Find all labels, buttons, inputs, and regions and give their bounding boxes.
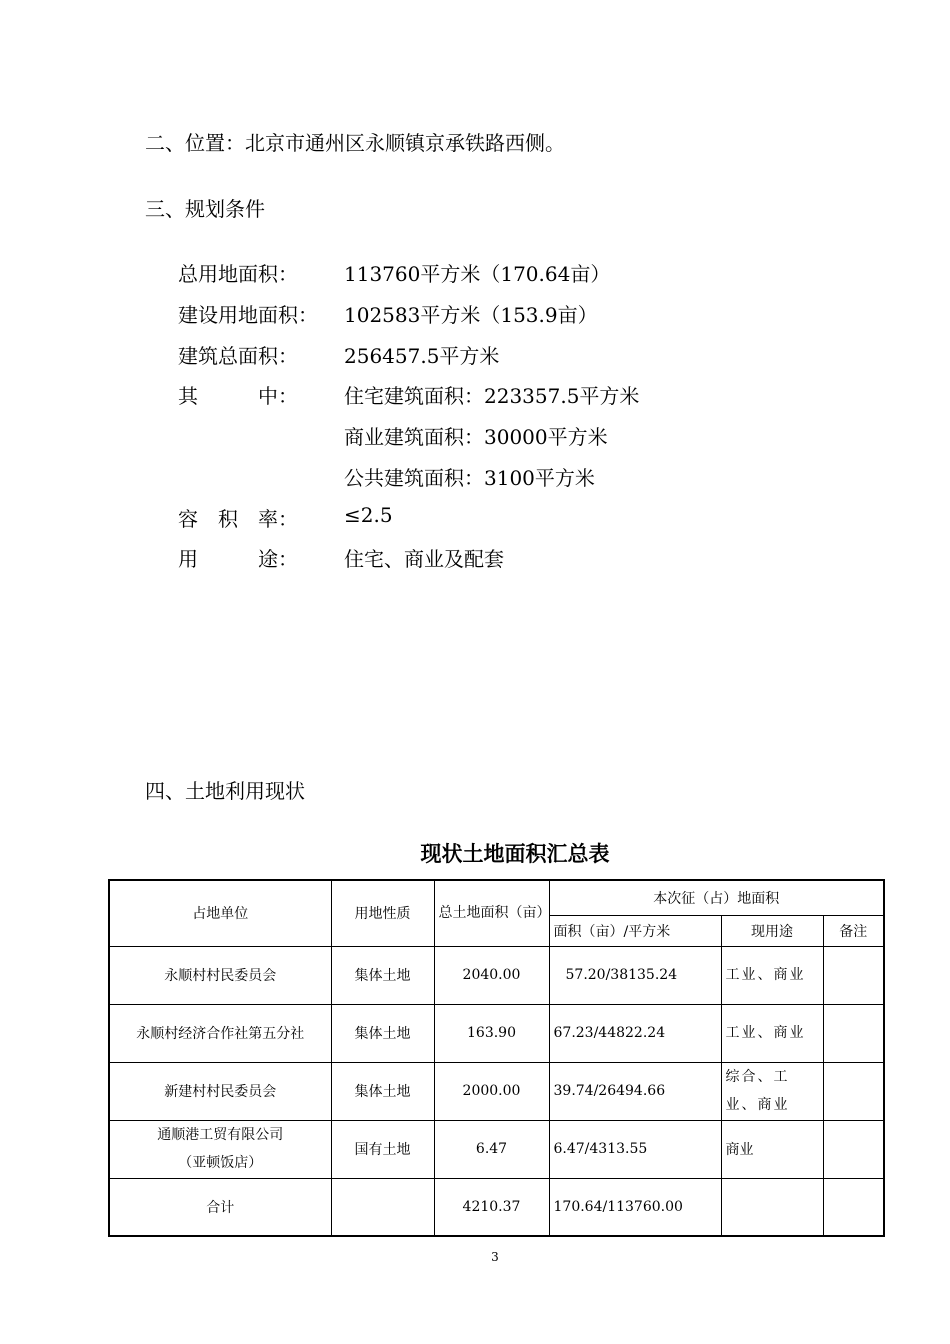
condition-label: 总用地面积： — [178, 262, 298, 286]
header-area: 面积（亩）/平方米 — [549, 915, 721, 946]
cell-total: 4210.37 — [434, 1178, 549, 1236]
table-row — [109, 1062, 884, 1120]
cell-use: 综合、工业、商业 — [721, 1062, 823, 1120]
cell-area: 39.74/26494.66 — [549, 1062, 721, 1120]
section-land-use-heading: 四、土地利用现状 — [145, 779, 305, 803]
header-note: 备注 — [823, 915, 884, 946]
table-title: 现状土地面积汇总表 — [420, 841, 610, 866]
cell-note — [823, 1120, 884, 1178]
cell-nature: 集体土地 — [331, 1062, 434, 1120]
page-number: 3 — [491, 1250, 499, 1264]
header-nature: 用地性质 — [331, 880, 434, 946]
table-row — [109, 1120, 884, 1178]
cell-nature: 集体土地 — [331, 946, 434, 1004]
header-unit: 占地单位 — [109, 880, 331, 946]
header-acquisition-group: 本次征（占）地面积 — [549, 880, 884, 915]
cell-total: 6.47 — [434, 1120, 549, 1178]
condition-value: 256457.5平方米 — [344, 344, 500, 368]
header-current-use: 现用途 — [721, 915, 823, 946]
cell-nature: 国有土地 — [331, 1120, 434, 1178]
cell-nature — [331, 1178, 434, 1236]
cell-use: 工业、商业 — [721, 946, 823, 1004]
condition-label: 容 积 率： — [178, 507, 298, 531]
cell-unit: 永顺村村民委员会 — [109, 946, 331, 1004]
condition-label: 用 途： — [178, 547, 298, 571]
condition-value: ≤2.5 — [344, 503, 393, 527]
condition-label: 其 中： — [178, 384, 298, 408]
cell-note — [823, 946, 884, 1004]
condition-label: 建设用地面积： — [178, 303, 318, 327]
cell-use — [721, 1178, 823, 1236]
condition-public-area: 公共建筑面积：3100平方米 — [344, 466, 595, 490]
cell-total: 2000.00 — [434, 1062, 549, 1120]
cell-unit: 通顺港工贸有限公司（亚顿饭店） — [109, 1120, 331, 1178]
condition-commercial-area: 商业建筑面积：30000平方米 — [344, 425, 608, 449]
header-total-area: 总土地面积（亩） — [434, 880, 549, 946]
table-row — [109, 946, 884, 1004]
cell-use: 商业 — [721, 1120, 823, 1178]
cell-note — [823, 1178, 884, 1236]
condition-value: 住宅、商业及配套 — [344, 547, 504, 571]
cell-total: 163.90 — [434, 1004, 549, 1062]
land-summary-table — [108, 879, 885, 1237]
condition-value: 102583平方米（153.9亩） — [344, 303, 598, 327]
cell-unit: 合计 — [109, 1178, 331, 1236]
cell-note — [823, 1062, 884, 1120]
table-row — [109, 1004, 884, 1062]
cell-note — [823, 1004, 884, 1062]
cell-area: 67.23/44822.24 — [549, 1004, 721, 1062]
cell-total: 2040.00 — [434, 946, 549, 1004]
condition-value: 113760平方米（170.64亩） — [344, 262, 611, 286]
cell-unit: 永顺村经济合作社第五分社 — [109, 1004, 331, 1062]
section-location: 二、位置：北京市通州区永顺镇京承铁路西侧。 — [145, 131, 565, 155]
section-planning-heading: 三、规划条件 — [145, 197, 265, 221]
condition-value: 住宅建筑面积：223357.5平方米 — [344, 384, 640, 408]
cell-area: 57.20/38135.24 — [549, 946, 721, 1004]
cell-area: 170.64/113760.00 — [549, 1178, 721, 1236]
cell-unit: 新建村村民委员会 — [109, 1062, 331, 1120]
table-row-total — [109, 1178, 884, 1236]
cell-nature: 集体土地 — [331, 1004, 434, 1062]
condition-label: 建筑总面积： — [178, 344, 298, 368]
cell-area: 6.47/4313.55 — [549, 1120, 721, 1178]
cell-use: 工业、商业 — [721, 1004, 823, 1062]
